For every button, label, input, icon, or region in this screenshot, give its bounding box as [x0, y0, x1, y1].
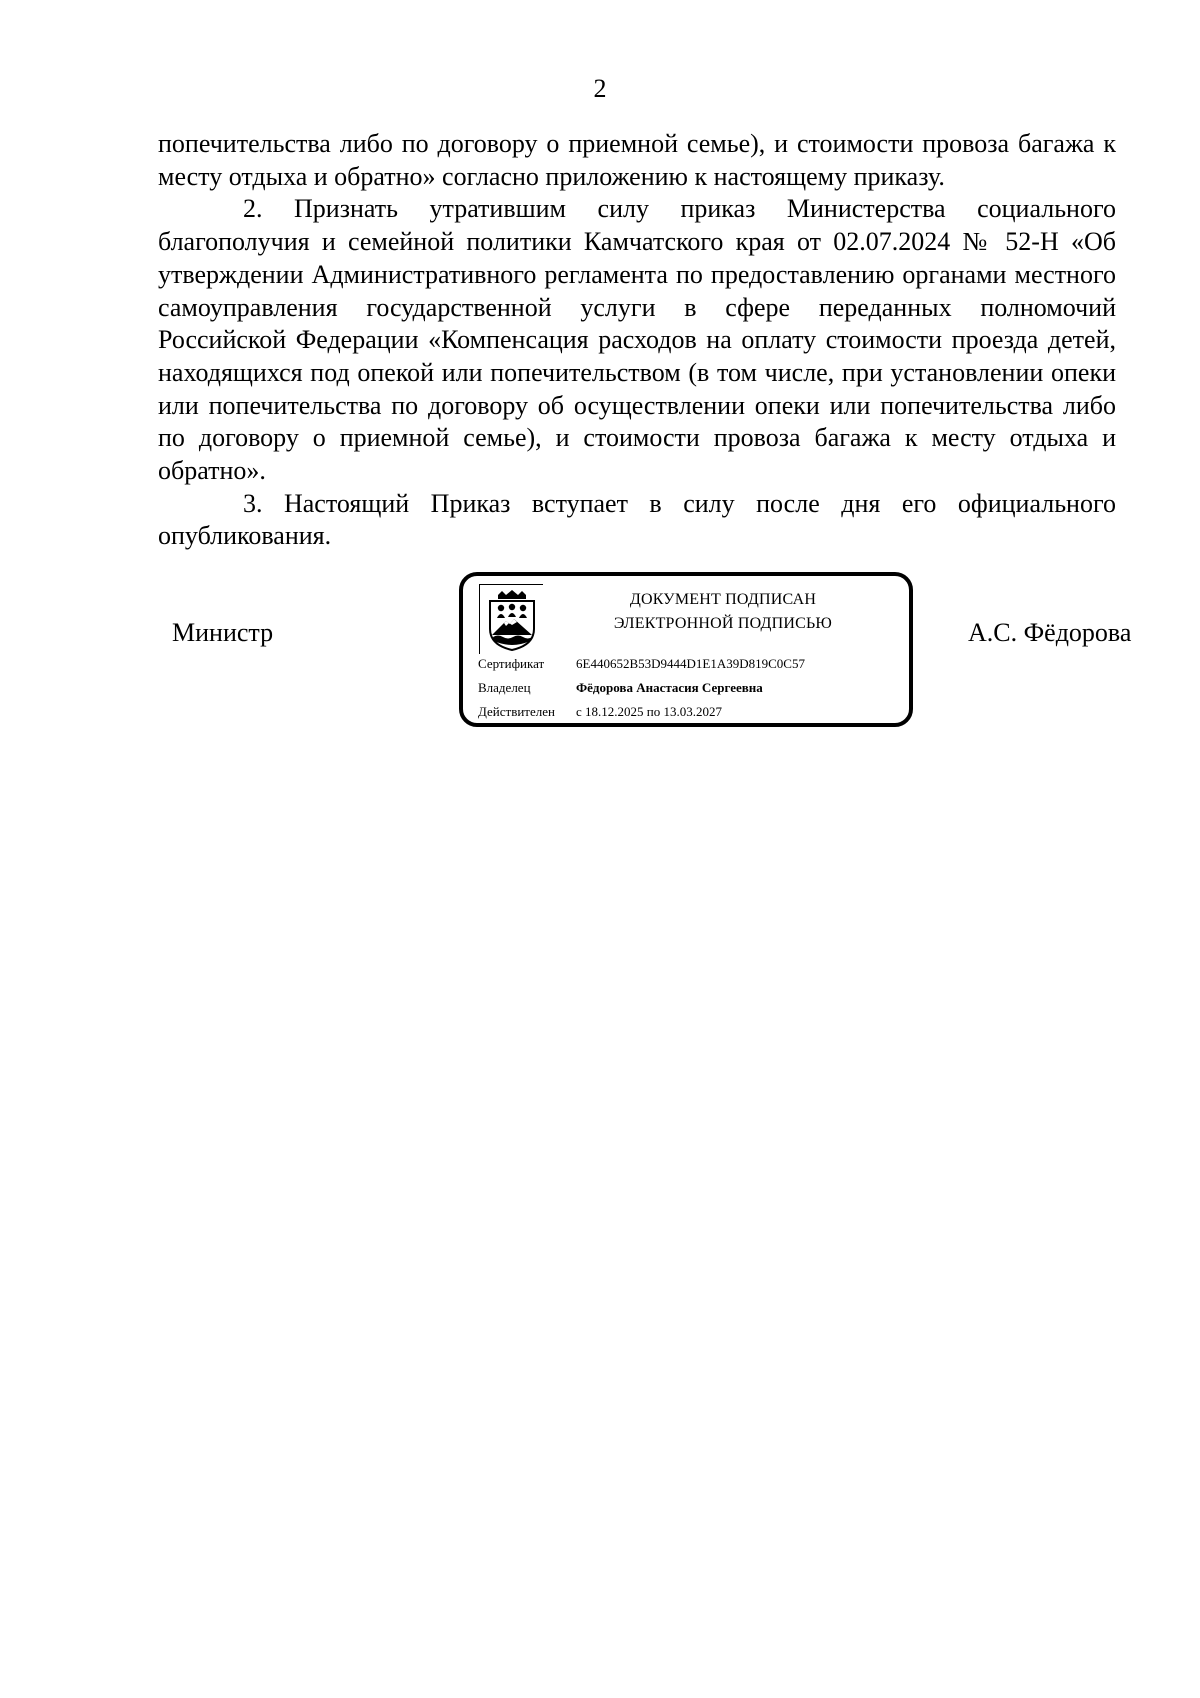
stamp-title-line-2: ЭЛЕКТРОННОЙ ПОДПИСЬЮ	[613, 615, 833, 632]
validity-from-date: 18.12.2025	[585, 704, 644, 719]
page-number: 2	[593, 74, 607, 103]
validity-label: Действителен	[478, 704, 555, 719]
owner-label: Владелец	[478, 680, 531, 695]
owner-value: Фёдорова Анастасия Сергеевна	[576, 680, 763, 695]
document-body	[158, 128, 1116, 553]
paragraph-continuation: попечительства либо по договору о приемной семье), и стоимости провоза багажа к месту отдыха и обратно» согласно приложению к настоящему приказу.	[158, 129, 1116, 191]
electronic-signature-stamp	[459, 572, 913, 727]
certificate-label: Сертификат	[478, 656, 545, 671]
paragraph-item-2: 2. Признать утратившим силу приказ Министерства социального благополучия и семейной политики Камчатского края от 02.07.2024 № 52-Н «Об утверждении Административного регламента по предоставлению органами местного самоуправления государственной услуги в сфере переданных полномочий Российской Федерации «Компенсация расходов на оплату стоимости проезда детей, находящихся под опекой или попечительством (в том числе, при установлении опеки или попечительства по договору об осуществлении опеки или попечительства либо по договору о приемной семье), и стоимости провоза багажа к месту отдыха и обратно».	[158, 194, 1116, 486]
paragraph-item-3: 3. Настоящий Приказ вступает в силу после дня его официального опубликования.	[158, 488, 1116, 551]
signer-position: Министр	[172, 618, 274, 647]
owner-row	[478, 680, 763, 696]
validity-to-date: 13.03.2027	[663, 704, 722, 719]
stamp-title	[553, 588, 893, 636]
stamp-title-line-1: ДОКУМЕНТ ПОДПИСАН	[629, 591, 817, 608]
validity-to-word: по	[646, 704, 661, 719]
validity-from-word: с	[576, 704, 582, 719]
validity-row	[478, 704, 722, 720]
kamchatka-coat-of-arms-icon	[479, 584, 543, 654]
certificate-row	[478, 656, 805, 672]
certificate-value: 6E440652B53D9444D1E1A39D819C0C57	[576, 656, 805, 671]
signer-name: А.С. Фёдорова	[968, 618, 1132, 647]
